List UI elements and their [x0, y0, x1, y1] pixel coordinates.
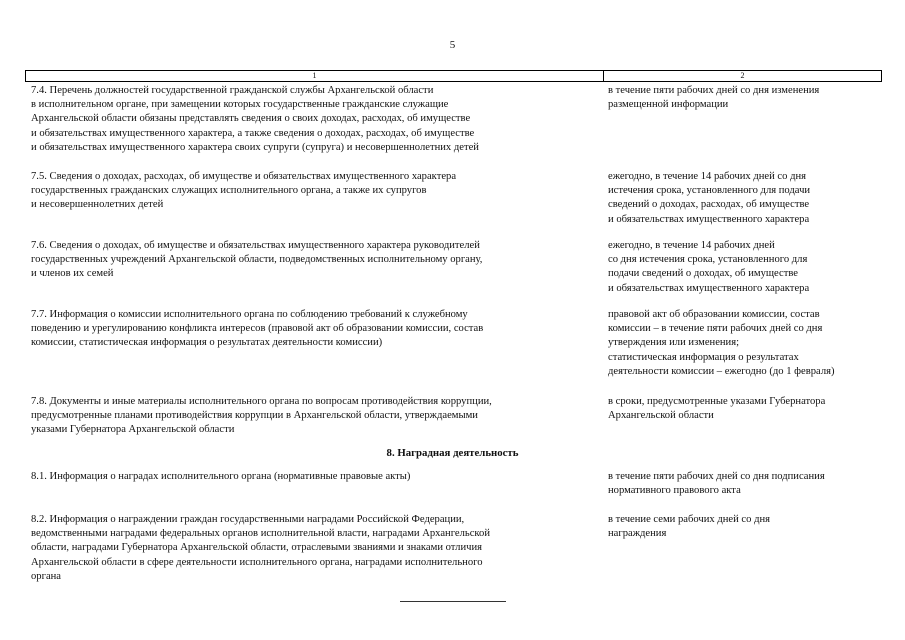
deadline-text: в течение семи рабочих дней со дня награждения [608, 514, 771, 540]
item-text: 7.5. Сведения о доходах, расходах, об имуществе и обязательствах имущественного характера государственных гражданских служащих исполнительного органа, а также их супругов и несовершеннолетних детей [31, 171, 457, 211]
deadline-text: правовой акт об образовании комиссии, состав комиссии – в течение пяти рабочих дней со дня утверждения или изменения; статистическая информация о результатах деятельности комиссии – ежегодно (до 1 февраля) [608, 309, 835, 377]
deadline-text: ежегодно, в течение 14 рабочих дней со дня истечения срока, установленного для подачи сведений о доходах, расходах, об имуществе и обязательствах имущественного характера [608, 171, 811, 225]
item-text: 8.1. Информация о наградах исполнительного органа (нормативные правовые акты) [31, 471, 411, 482]
item-text: 8.2. Информация о награждении граждан государственными наградами Российской Федерации, ведомственными наградами федеральных органов исполнительной власти, наградами Архангельской области, наградами Губернатора Архангельской области, отраслевыми званиями и знаками отличия Архангельской области в сфере деятельности исполнительного органа, наградами исполнительного органа [31, 514, 491, 582]
item-text: 7.7. Информация о комиссии исполнительного органа по соблюдению требований к служебному поведению и урегулированию конфликта интересов (правовой акт об образовании комиссии, состав комиссии, статистическая информация о результатах деятельности комиссии) [31, 309, 484, 349]
footer-rule [400, 601, 506, 602]
table-column-header [25, 70, 882, 82]
deadline-text: в сроки, предусмотренные указами Губернатора Архангельской области [608, 396, 826, 422]
deadline-text: в течение пяти рабочих дней со дня изменения размещенной информации [608, 85, 820, 111]
section-title: 8. Наградная деятельность [386, 447, 519, 459]
page-number: 5 [449, 39, 456, 51]
deadline-text: в течение пяти рабочих дней со дня подписания нормативного правового акта [608, 471, 825, 497]
item-text: 7.8. Документы и иные материалы исполнительного органа по вопросам противодействия коррупции, предусмотренные планами противодействия коррупции в Архангельской области, утверждаемыми указами Губернатора Архангельской области [31, 396, 492, 436]
item-text: 7.6. Сведения о доходах, об имуществе и обязательствах имущественного характера руководителей государственных учреждений Архангельской области, подведомственных исполнительному органу, и членов их семей [31, 240, 483, 280]
column-1-header: 1 [26, 71, 604, 81]
item-text: 7.4. Перечень должностей государственной гражданской службы Архангельской области в исполнительном органе, при замещении которых государственные гражданские служащие Архангельской области обязаны представлять сведения о своих доходах, расходах, об имуществе и обязательствах имущественного характера, а также сведения о доходах, расходах, об имуществе и обязательствах имущественного характера своих супруги (супруга) и несовершеннолетних детей [31, 85, 479, 153]
deadline-text: ежегодно, в течение 14 рабочих дней со дня истечения срока, установленного для подачи сведений о доходах, об имуществе и обязательствах имущественного характера [608, 240, 810, 294]
column-2-header: 2 [740, 71, 745, 80]
